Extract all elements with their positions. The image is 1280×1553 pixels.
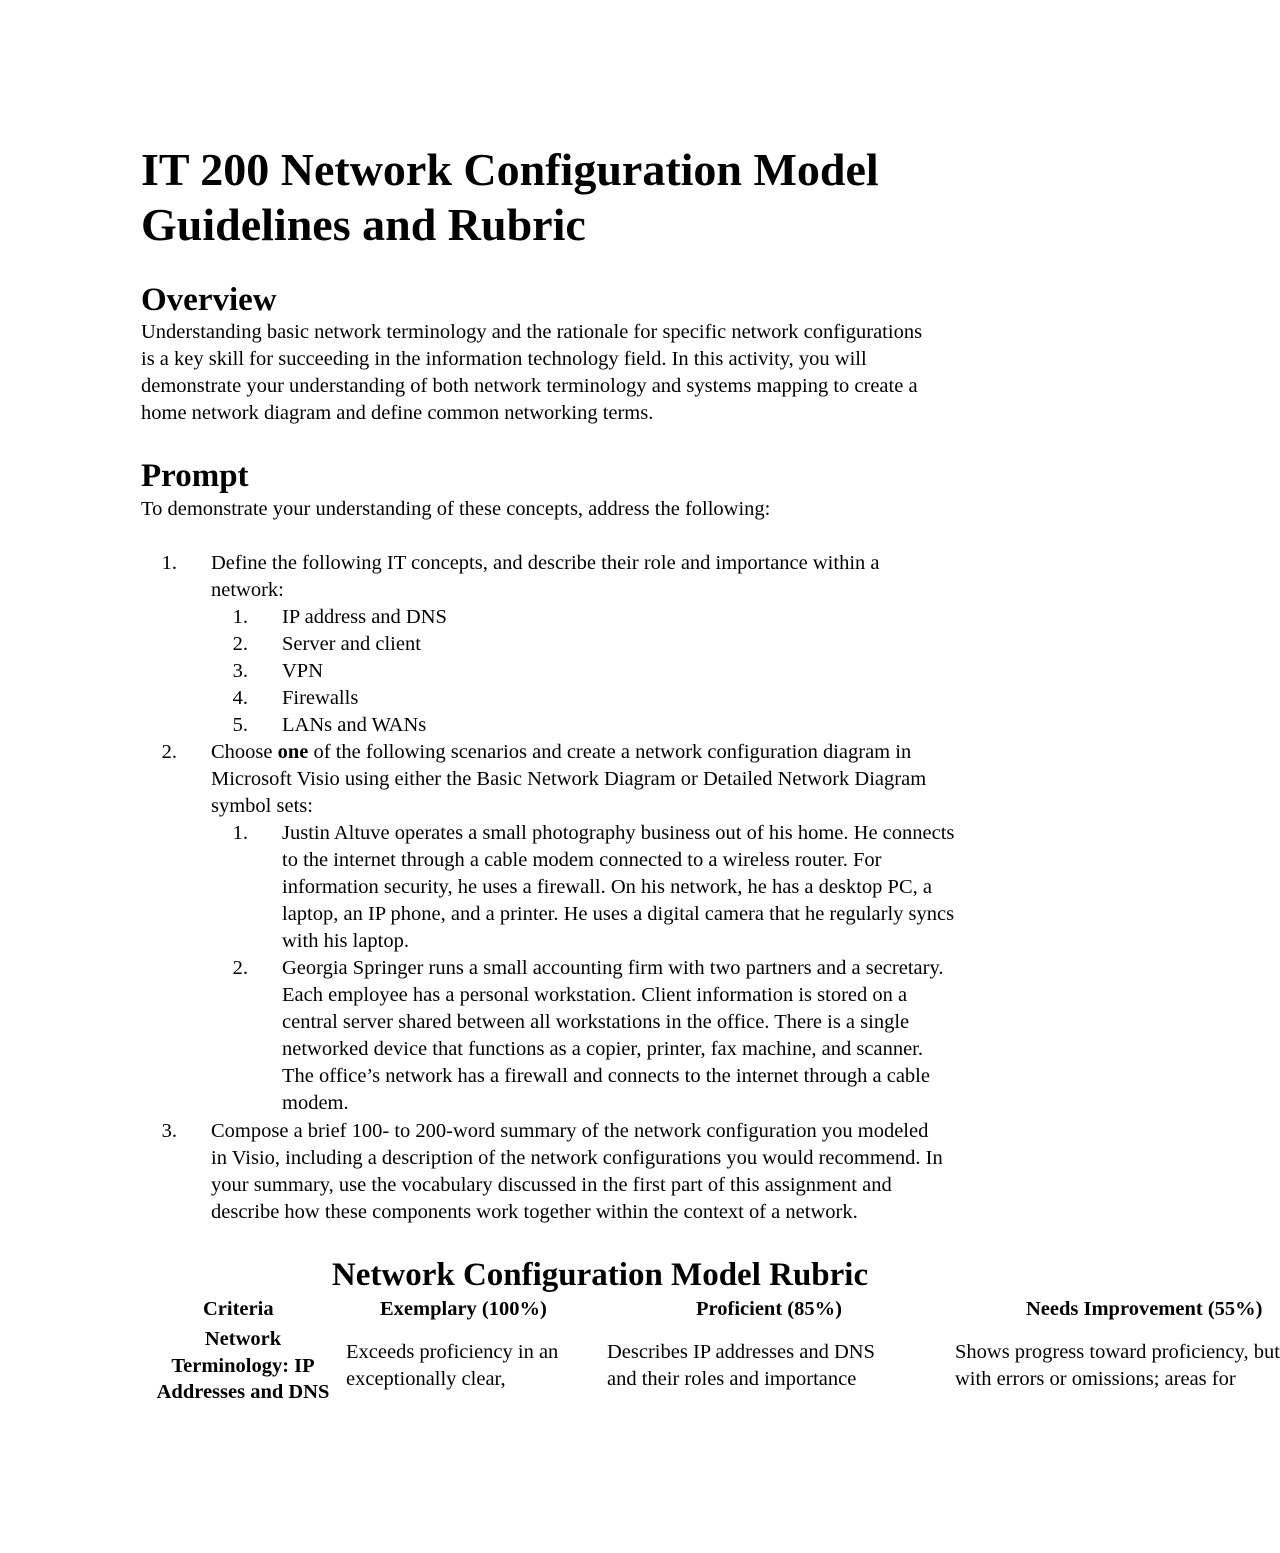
rubric-title: Network Configuration Model Rubric <box>331 1257 869 1293</box>
scenario-line: Each employee has a personal workstation. Client information is stored on a <box>282 984 908 1006</box>
scenario-line: information security, he uses a firewall. On his network, he has a desktop PC, a <box>282 876 932 898</box>
list-item-line: symbol sets: <box>211 795 313 817</box>
scenario-line: central server shared between all workstations in the office. There is a single <box>282 1011 910 1033</box>
concept-label: Firewalls <box>282 687 359 709</box>
title-line-2: Guidelines and Rubric <box>141 199 586 250</box>
scenario-line: with his laptop. <box>282 930 409 952</box>
concept-label: VPN <box>282 660 324 682</box>
cell-line: exceptionally clear, <box>346 1368 506 1390</box>
cell-line: Exceeds proficiency in an <box>346 1341 559 1363</box>
rubric-header-exemplary: Exemplary (100%) <box>380 1298 547 1320</box>
list-number: 1. <box>232 606 248 628</box>
prompt-heading: Prompt <box>141 458 249 494</box>
scenario-line: The office’s network has a firewall and connects to the internet through a cable <box>282 1065 930 1087</box>
prompt-intro: To demonstrate your understanding of these concepts, address the following: <box>141 498 771 520</box>
list-number: 4. <box>232 687 248 709</box>
overview-line: demonstrate your understanding of both network terminology and systems mapping to create a <box>141 375 918 397</box>
criteria-line: Addresses and DNS <box>156 1381 330 1403</box>
scenario-line: to the internet through a cable modem connected to a wireless router. For <box>282 849 882 871</box>
overview-line: home network diagram and define common networking terms. <box>141 402 654 424</box>
list-number: 5. <box>232 714 248 736</box>
list-number: 3. <box>232 660 248 682</box>
list-item-line: network: <box>211 579 284 601</box>
criteria-line: Network <box>204 1328 282 1350</box>
document-title <box>141 142 1141 252</box>
text-run: Choose <box>211 741 278 763</box>
text-run: of the following scenarios and create a network configuration diagram in <box>308 741 912 763</box>
rubric-proficient-cell <box>607 1339 937 1393</box>
scenario-line: Georgia Springer runs a small accounting firm with two partners and a secretary. <box>282 957 944 979</box>
list-number: 3. <box>161 1120 177 1142</box>
criteria-line: Terminology: IP <box>171 1354 315 1377</box>
rubric-exemplary-cell <box>346 1339 596 1393</box>
concept-label: Server and client <box>282 633 421 655</box>
list-item-line: Define the following IT concepts, and describe their role and importance within a <box>211 552 880 574</box>
list-item-line: Compose a brief 100- to 200-word summary of the network configuration you modeled <box>211 1120 929 1142</box>
list-item-text <box>211 550 1071 604</box>
scenario-line: modem. <box>282 1092 349 1114</box>
scenario-line: networked device that functions as a copier, printer, fax machine, and scanner. <box>282 1038 924 1060</box>
scenario-line: Justin Altuve operates a small photography business out of his home. He connects <box>282 822 955 844</box>
scenario-text <box>282 955 1072 1117</box>
concept-label: IP address and DNS <box>282 606 447 628</box>
rubric-criteria-cell <box>142 1326 344 1406</box>
rubric-needs-improvement-cell <box>955 1339 1280 1393</box>
list-number: 1. <box>232 822 248 844</box>
cell-line: and their roles and importance <box>607 1368 857 1390</box>
list-number: 2. <box>161 741 177 763</box>
title-line-1: IT 200 Network Configuration Model <box>141 144 879 195</box>
list-item-line: Microsoft Visio using either the Basic Network Diagram or Detailed Network Diagram <box>211 768 927 790</box>
list-item-line: describe how these components work together within the context of a network. <box>211 1201 858 1223</box>
list-number: 2. <box>232 957 248 979</box>
list-item-line: your summary, use the vocabulary discussed in the first part of this assignment and <box>211 1174 892 1196</box>
list-item-text <box>211 739 1071 820</box>
cell-line: Shows progress toward proficiency, but <box>955 1341 1280 1363</box>
overview-line: Understanding basic network terminology and the rationale for specific network configurations <box>141 321 923 343</box>
list-number: 1. <box>161 552 177 574</box>
rubric-header-criteria: Criteria <box>203 1298 274 1320</box>
overview-heading: Overview <box>141 282 277 318</box>
scenario-line: laptop, an IP phone, and a printer. He uses a digital camera that he regularly syncs <box>282 903 955 925</box>
overview-line: is a key skill for succeeding in the information technology field. In this activity, you will <box>141 348 867 370</box>
cell-line: Describes IP addresses and DNS <box>607 1341 875 1363</box>
scenario-text <box>282 820 1072 955</box>
overview-paragraph <box>141 319 922 427</box>
concept-label: LANs and WANs <box>282 714 427 736</box>
bold-emphasis: one <box>277 741 309 763</box>
rubric-header-needs-improvement: Needs Improvement (55%) <box>1026 1298 1263 1320</box>
cell-line: with errors or omissions; areas for <box>955 1368 1236 1390</box>
rubric-header-proficient: Proficient (85%) <box>696 1298 842 1320</box>
list-number: 2. <box>232 633 248 655</box>
list-item-text <box>211 1118 1071 1226</box>
list-item-line: in Visio, including a description of the network configurations you would recommend. In <box>211 1147 943 1169</box>
